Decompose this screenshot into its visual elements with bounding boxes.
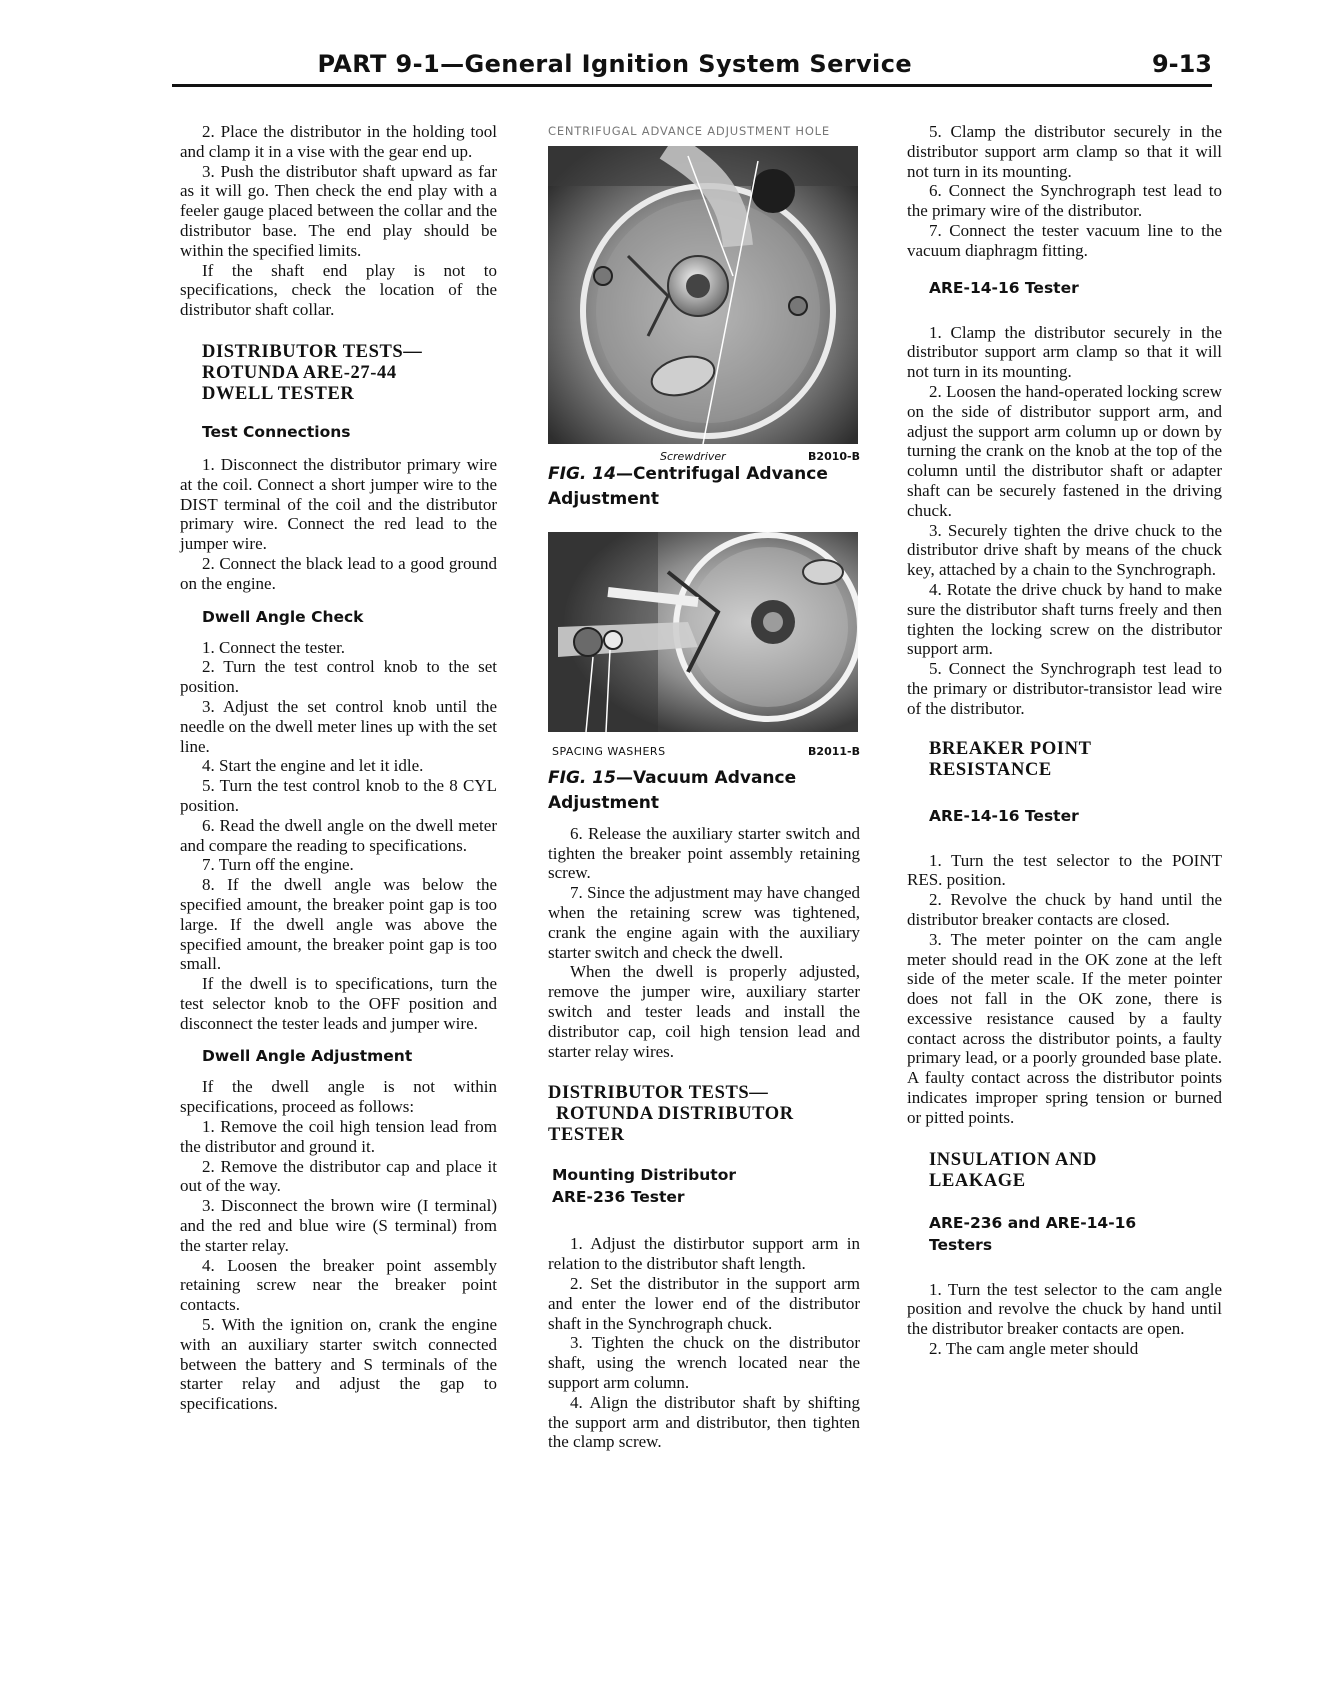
fig15-number: FIG. 15: [548, 767, 616, 788]
subheading-are-14-16-tester: ARE-14-16 Tester: [929, 806, 1079, 825]
section-heading-rotunda-distributor-tester: [548, 1083, 860, 1146]
fig14-title: —Centrifugal Advance Adjustment: [548, 463, 828, 509]
section-heading-line: ROTUNDA ARE-27-44: [202, 362, 397, 383]
subheading-dwell-angle-adjustment: Dwell Angle Adjustment: [202, 1047, 413, 1066]
paragraph: 4. Rotate the drive chuck by hand to make sure the distributor shaft turns freely and then tighten the locking screw on the distributor support arm.: [907, 579, 1222, 659]
section-heading-line: DWELL TESTER: [202, 383, 355, 404]
fig15-title: —Vacuum Advance Adjustment: [548, 767, 797, 813]
fig15-code: B2011-B: [808, 744, 860, 758]
subheading-line: ARE-236 and ARE-14-16: [929, 1213, 1137, 1232]
paragraph: 1. Turn the test selector to the POINT RES. position.: [907, 850, 1222, 890]
subheading-test-connections: Test Connections: [202, 422, 351, 441]
paragraph: 5. Clamp the distributor securely in the distributor support arm clamp so that it will not turn in its mounting.: [907, 122, 1222, 181]
fig14-screwdriver-label: Screwdriver: [660, 449, 726, 463]
fig14-number: FIG. 14: [548, 463, 616, 484]
subheading-line: ARE-236 Tester: [552, 1188, 685, 1207]
paragraph: 8. If the dwell angle was below the specified amount, the breaker point gap is too large. If the dwell angle was above the specified amount, the breaker point gap is too small.: [180, 875, 497, 974]
section-heading-line: INSULATION AND: [929, 1149, 1097, 1170]
subheading-are-236-and-are-14-16-testers: [929, 1212, 1222, 1256]
paragraph: 4. Loosen the breaker point assembly retaining screw near the breaker point contacts.: [180, 1255, 497, 1315]
paragraph: 6. Release the auxiliary starter switch and tighten the breaker point assembly retaining screw.: [548, 823, 860, 883]
distributor-vacuum-advance-image: [548, 532, 858, 732]
column-1: [180, 122, 497, 1414]
paragraph: 4. Start the engine and let it idle.: [202, 756, 424, 776]
paragraph: 3. The meter pointer on the cam angle meter should read in the OK zone at the left side of the meter scale. If the meter pointer does not fall in the OK zone, there is excessive resistance caused by a faulty contact across the distributor points, a faulty primary lead, or a poorly grounded base plate. A faulty contact across the distributor points indicates improper spring tension or burned or pitted points.: [907, 929, 1222, 1127]
paragraph: 2. Set the distributor in the support arm and enter the lower end of the distributor shaft in the Synchrograph chuck.: [548, 1273, 860, 1333]
subheading-line: Testers: [929, 1235, 993, 1254]
column-2: [548, 122, 860, 1452]
paragraph: 2. The cam angle meter should: [929, 1339, 1139, 1359]
paragraph: 7. Connect the tester vacuum line to the vacuum diaphragm fitting.: [907, 220, 1222, 260]
section-heading-line: BREAKER POINT: [929, 738, 1092, 759]
distributor-centrifugal-advance-image: [548, 146, 858, 444]
fig15-caption: [548, 766, 860, 816]
section-heading-line: LEAKAGE: [929, 1170, 1026, 1191]
header-rule: [172, 84, 1212, 87]
paragraph: 3. Push the distributor shaft upward as far as it will go. Then check the end play with a feeler gauge placed between the collar and the distributor base. The end play should be within the specified limits.: [180, 161, 497, 260]
paragraph: 3. Tighten the chuck on the distributor shaft, using the wrench located near the support arm column.: [548, 1333, 860, 1392]
fig14-photo: [548, 146, 858, 444]
section-heading-line: TESTER: [548, 1125, 625, 1146]
paragraph: 2. Connect the black lead to a good ground on the engine.: [180, 553, 497, 593]
paragraph: 1. Clamp the distributor securely in the distributor support arm clamp so that it will not turn in its mounting.: [907, 322, 1222, 382]
paragraph: If the dwell angle is not within specifications, proceed as follows:: [180, 1077, 497, 1117]
paragraph: 6. Connect the Synchrograph test lead to the primary wire of the distributor.: [907, 181, 1222, 221]
paragraph: 6. Read the dwell angle on the dwell meter and compare the reading to specifications.: [180, 815, 497, 855]
paragraph: 3. Adjust the set control knob until the needle on the dwell meter lines up with the set line.: [180, 696, 497, 756]
subheading-dwell-angle-check: Dwell Angle Check: [202, 607, 364, 626]
section-heading-line: DISTRIBUTOR TESTS—: [548, 1083, 769, 1104]
section-heading-line: DISTRIBUTOR TESTS—: [202, 341, 423, 362]
fig14-top-label: CENTRIFUGAL ADVANCE ADJUSTMENT HOLE: [548, 124, 830, 138]
page-header: [172, 44, 1212, 88]
paragraph: If the shaft end play is not to specifications, check the location of the distributor shaft collar.: [180, 260, 497, 320]
paragraph: 1. Remove the coil high tension lead from the distributor and ground it.: [180, 1117, 497, 1156]
subheading-line: Mounting Distributor: [552, 1166, 736, 1185]
paragraph: 2. Place the distributor in the holding tool and clamp it in a vise with the gear end up.: [180, 122, 497, 161]
subheading-are-14-16-tester: ARE-14-16 Tester: [929, 278, 1079, 297]
paragraph: 7. Turn off the engine.: [202, 855, 354, 875]
fig15-caption-labels: [548, 740, 860, 758]
paragraph: If the dwell is to specifications, turn the test selector knob to the OFF position and disconnect the tester leads and jumper wire.: [180, 974, 497, 1033]
paragraph: 7. Since the adjustment may have changed when the retaining screw was tightened, crank the engine again with the auxiliary starter switch and check the dwell.: [548, 883, 860, 962]
paragraph: 1. Disconnect the distributor primary wire at the coil. Connect a short jumper wire to the DIST terminal of the coil and the distributor primary wire. Connect the red lead to the jumper wire.: [180, 454, 497, 554]
paragraph: 1. Adjust the distirbutor support arm in relation to the distributor shaft length.: [548, 1234, 860, 1274]
paragraph: 1. Connect the tester.: [202, 637, 346, 657]
fig14-caption-labels: [548, 444, 860, 462]
fig14-caption: [548, 462, 860, 512]
fig15-photo: [548, 532, 858, 732]
paragraph: 2. Loosen the hand-operated locking screw on the side of distributor support arm, and adjust the support arm column up or down by turning the crank on the knob at the top of the column until the distributor shaft or adapter shaft can be securely fastened in the driving chuck.: [907, 381, 1222, 520]
paragraph: 3. Disconnect the brown wire (I terminal) and the red and blue wire (S terminal) from the starter relay.: [180, 1196, 497, 1255]
paragraph: When the dwell is properly adjusted, remove the jumper wire, auxiliary starter switch and tester leads and install the distributor cap, coil high tension lead and starter relay wires.: [548, 962, 860, 1061]
section-heading-dwell-tester: [202, 342, 497, 405]
section-heading-insulation-leakage: [929, 1150, 1222, 1192]
paragraph: 3. Securely tighten the drive chuck to the distributor drive shaft by means of the chuck key, attached by a chain to the Synchrograph.: [907, 520, 1222, 580]
column-3: [907, 122, 1222, 1359]
paragraph: 1. Turn the test selector to the cam angle position and revolve the chuck by hand until the distributor breaker contacts are open.: [907, 1279, 1222, 1339]
page-title: PART 9-1—General Ignition System Service: [317, 50, 912, 78]
section-heading-line: RESISTANCE: [929, 759, 1052, 780]
paragraph: 5. Turn the test control knob to the 8 CYL position.: [180, 776, 497, 815]
section-heading-breaker-point-resistance: [929, 739, 1222, 781]
paragraph: 5. Connect the Synchrograph test lead to the primary or distributor-transistor lead wire of the distributor.: [907, 659, 1222, 718]
fig14-code: B2010-B: [808, 449, 860, 463]
paragraph: 5. With the ignition on, crank the engine with an auxiliary starter switch connected between the battery and S terminals of the starter relay and adjust the gap to specifications.: [180, 1315, 497, 1414]
paragraph: 2. Remove the distributor cap and place it out of the way.: [180, 1156, 497, 1196]
paragraph: 2. Revolve the chuck by hand until the distributor breaker contacts are closed.: [907, 890, 1222, 929]
paragraph: 4. Align the distributor shaft by shifting the support arm and distributor, then tighten the clamp screw.: [548, 1392, 860, 1452]
paragraph: 2. Turn the test control knob to the set position.: [180, 657, 497, 697]
page-number: 9-13: [1151, 50, 1212, 78]
section-heading-line: ROTUNDA DISTRIBUTOR: [556, 1104, 794, 1125]
subheading-mounting-distributor: [552, 1164, 860, 1208]
fig15-spacing-washers-label: SPACING WASHERS: [552, 744, 666, 758]
